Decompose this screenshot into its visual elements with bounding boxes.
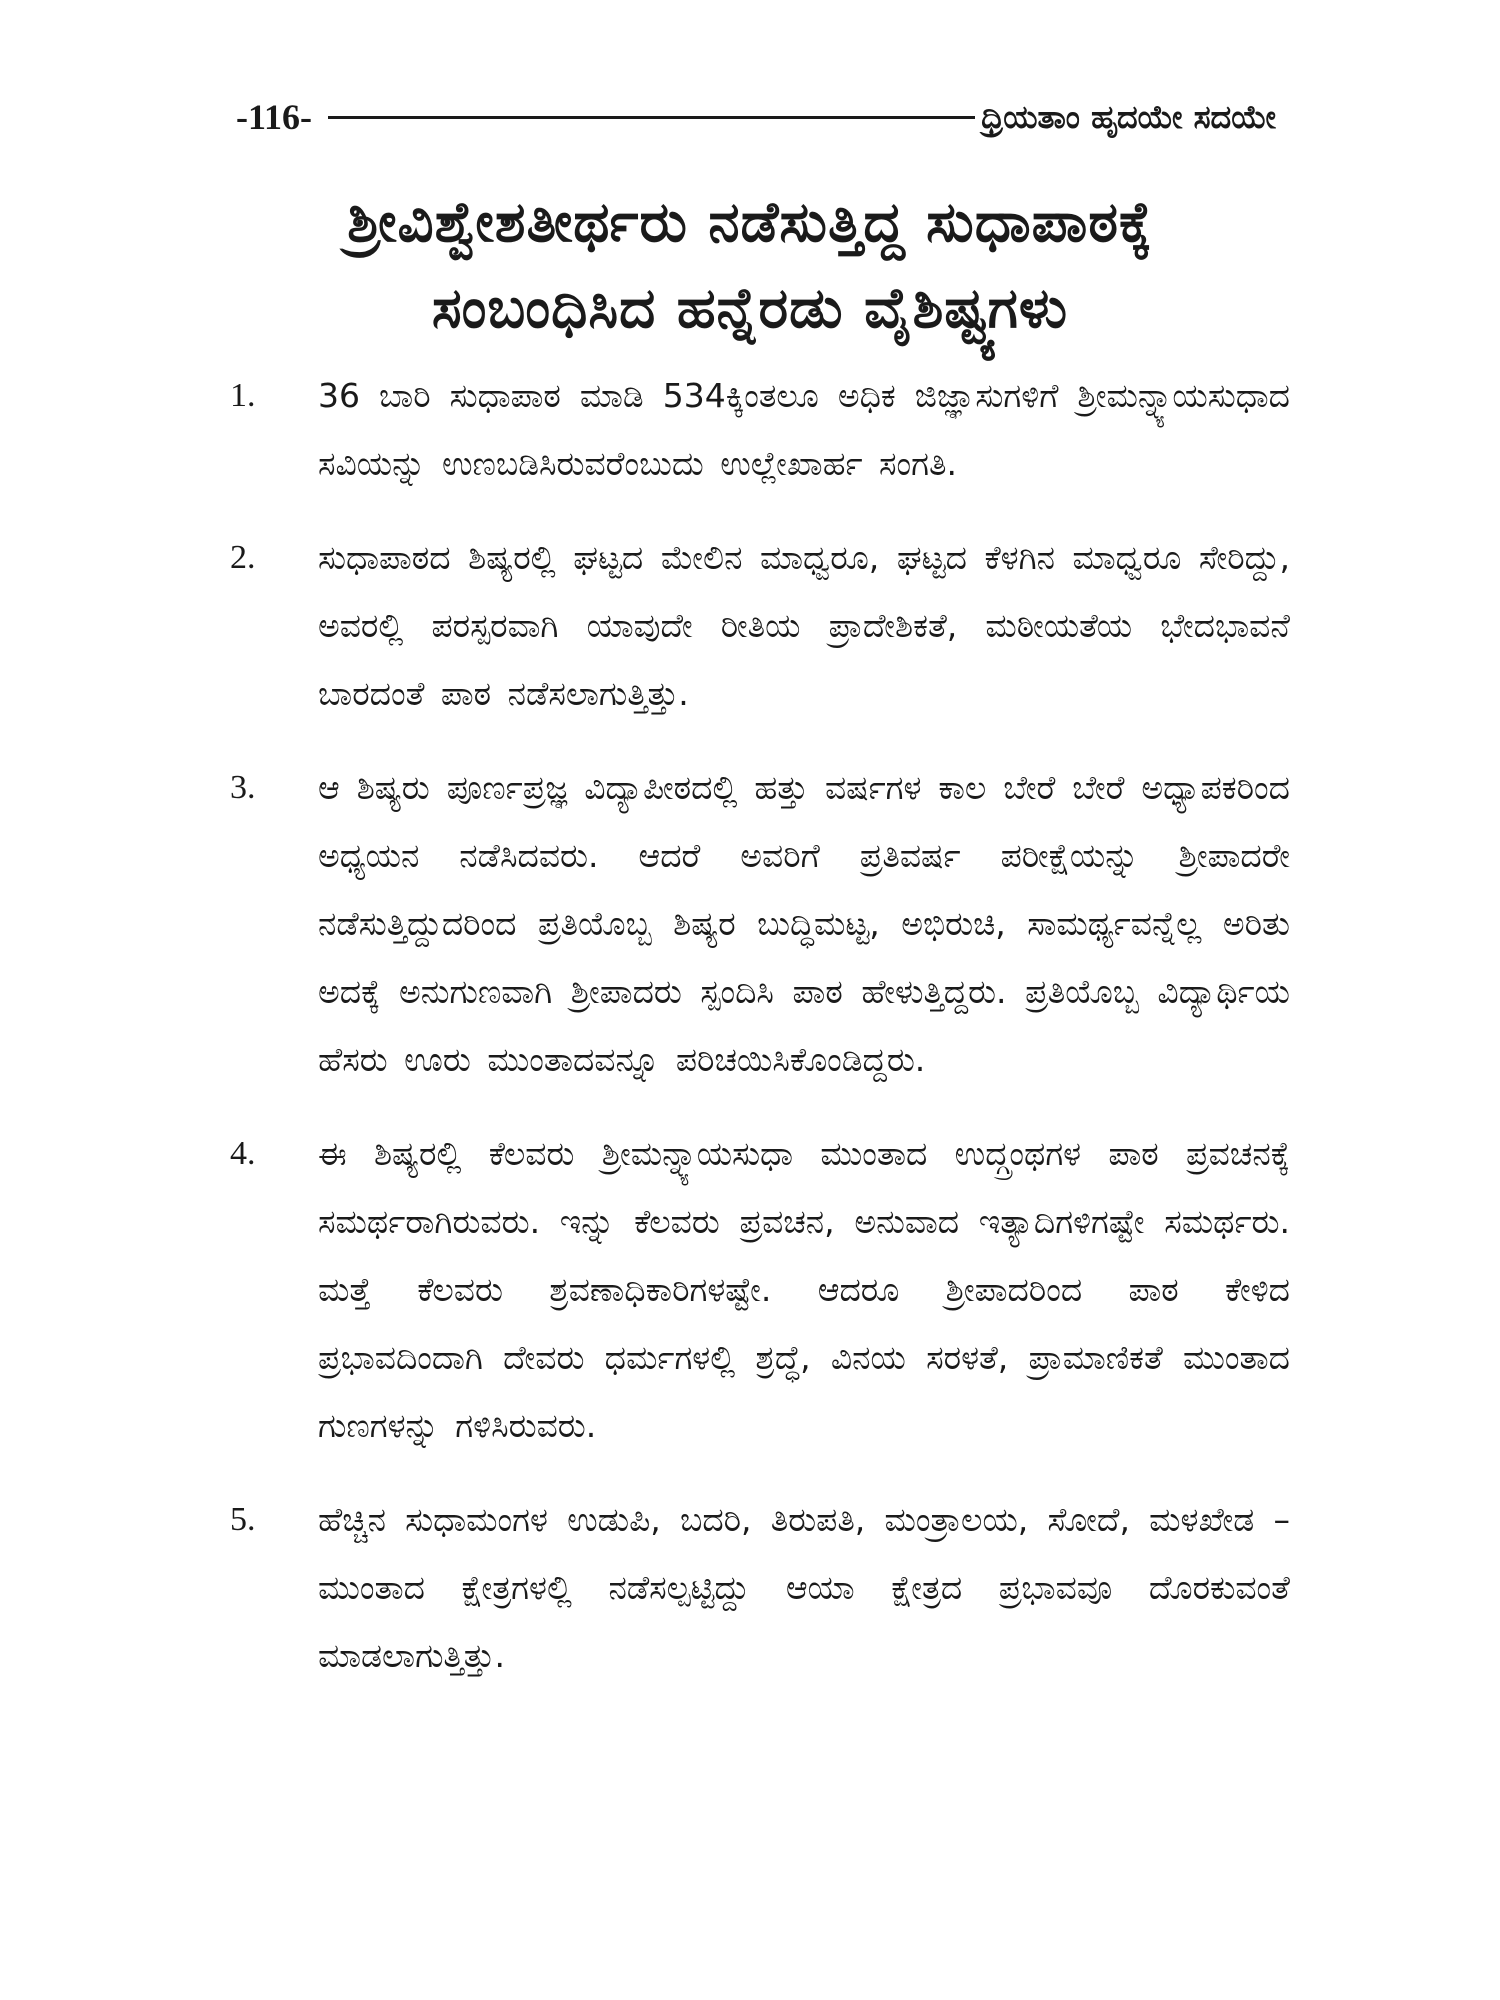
running-header (236, 92, 1276, 142)
list-item-number: 4. (230, 1135, 256, 1172)
list-item (230, 1120, 1290, 1460)
list-item-text: ಸುಧಾಪಾಠದ ಶಿಷ್ಯರಲ್ಲಿ ಘಟ್ಟದ ಮೇಲಿನ ಮಾಧ್ವರೂ, ಘಟ್ಟದ ಕೆಳಗಿನ ಮಾಧ್ವರೂ ಸೇರಿದ್ದು, ಅವರಲ್ಲಿ ಪರಸ್ಪರವಾಗಿ ಯಾವುದೇ ರೀತಿಯ ಪ್ರಾದೇಶಿಕತೆ, ಮಠೀಯತೆಯ ಭೇದಭಾವನೆ ಬಾರದಂತೆ ಪಾಠ ನಡೆಸಲಾಗುತ್ತಿತ್ತು. (318, 538, 1290, 713)
list-item (230, 524, 1290, 728)
list-item-number: 1. (230, 377, 256, 414)
list-item-number: 2. (230, 539, 256, 576)
header-rule (328, 116, 975, 119)
list-item-text: ಈ ಶಿಷ್ಯರಲ್ಲಿ ಕೆಲವರು ಶ್ರೀಮನ್ನ್ಯಾಯಸುಧಾ ಮುಂತಾದ ಉದ್ಗ್ರಂಥಗಳ ಪಾಠ ಪ್ರವಚನಕ್ಕೆ ಸಮರ್ಥರಾಗಿರುವರು. ಇನ್ನು ಕೆಲವರು ಪ್ರವಚನ, ಅನುವಾದ ಇತ್ಯಾದಿಗಳಿಗಷ್ಟೇ ಸಮರ್ಥರು. ಮತ್ತೆ ಕೆಲವರು ಶ್ರವಣಾಧಿಕಾರಿಗಳಷ್ಟೇ. ಆದರೂ ಶ್ರೀಪಾದರಿಂದ ಪಾಠ ಕೇಳಿದ ಪ್ರಭಾವದಿಂದಾಗಿ ದೇವರು ಧರ್ಮಗಳಲ್ಲಿ ಶ್ರದ್ಧೆ, ವಿನಯ ಸರಳತೆ, ಪ್ರಾಮಾಣಿಕತೆ ಮುಂತಾದ ಗುಣಗಳನ್ನು ಗಳಿಸಿರುವರು. (318, 1134, 1290, 1445)
list-item (230, 362, 1290, 498)
page-number: -116- (236, 97, 312, 137)
chapter-heading-line-1: ಶ್ರೀವಿಶ್ವೇಶತೀರ್ಥರು ನಡೆಸುತ್ತಿದ್ದ ಸುಧಾಪಾಠಕ್ಕೆ (347, 190, 1153, 255)
list-item-text: 36 ಬಾರಿ ಸುಧಾಪಾಠ ಮಾಡಿ 534ಕ್ಕಿಂತಲೂ ಅಧಿಕ ಜಿಜ್ಞಾಸುಗಳಿಗೆ ಶ್ರೀಮನ್ನ್ಯಾಯಸುಧಾದ ಸವಿಯನ್ನು ಉಣಬಡಿಸಿರುವರೆಂಬುದು ಉಲ್ಲೇಖಾರ್ಹ ಸಂಗತಿ. (318, 376, 1290, 483)
list-item-text: ಆ ಶಿಷ್ಯರು ಪೂರ್ಣಪ್ರಜ್ಞ ವಿದ್ಯಾಪೀಠದಲ್ಲಿ ಹತ್ತು ವರ್ಷಗಳ ಕಾಲ ಬೇರೆ ಬೇರೆ ಅಧ್ಯಾಪಕರಿಂದ ಅಧ್ಯಯನ ನಡೆಸಿದವರು. ಆದರೆ ಅವರಿಗೆ ಪ್ರತಿವರ್ಷ ಪರೀಕ್ಷೆಯನ್ನು ಶ್ರೀಪಾದರೇ ನಡೆಸುತ್ತಿದ್ದುದರಿಂದ ಪ್ರತಿಯೊಬ್ಬ ಶಿಷ್ಯರ ಬುದ್ಧಿಮಟ್ಟ, ಅಭಿರುಚಿ, ಸಾಮರ್ಥ್ಯವನ್ನೆಲ್ಲ ಅರಿತು ಅದಕ್ಕೆ ಅನುಗುಣವಾಗಿ ಶ್ರೀಪಾದರು ಸ್ಪಂದಿಸಿ ಪಾಠ ಹೇಳುತ್ತಿದ್ದರು. ಪ್ರತಿಯೊಬ್ಬ ವಿದ್ಯಾರ್ಥಿಯ ಹೆಸರು ಊರು ಮುಂತಾದವನ್ನೂ ಪರಿಚಯಿಸಿಕೊಂಡಿದ್ದರು. (318, 768, 1290, 1079)
chapter-heading-line-2: ಸಂಬಂಧಿಸಿದ ಹನ್ನೆರಡು ವೈಶಿಷ್ಟ್ಯಗಳು (431, 276, 1069, 341)
list-item (230, 1486, 1290, 1690)
list-item (230, 754, 1290, 1094)
list-item-number: 5. (230, 1501, 256, 1538)
list-item-number: 3. (230, 769, 256, 806)
chapter-heading (160, 180, 1340, 352)
book-title: ಧ್ರಿಯತಾಂ ಹೃದಯೇ ಸದಯೇ (981, 98, 1276, 136)
feature-list (230, 362, 1290, 1716)
list-item-text: ಹೆಚ್ಚಿನ ಸುಧಾಮಂಗಳ ಉಡುಪಿ, ಬದರಿ, ತಿರುಪತಿ, ಮಂತ್ರಾಲಯ, ಸೋದೆ, ಮಳಖೇಡ – ಮುಂತಾದ ಕ್ಷೇತ್ರಗಳಲ್ಲಿ ನಡೆಸಲ್ಪಟ್ಟಿದ್ದು ಆಯಾ ಕ್ಷೇತ್ರದ ಪ್ರಭಾವವೂ ದೊರಕುವಂತೆ ಮಾಡಲಾಗುತ್ತಿತ್ತು. (318, 1500, 1290, 1675)
